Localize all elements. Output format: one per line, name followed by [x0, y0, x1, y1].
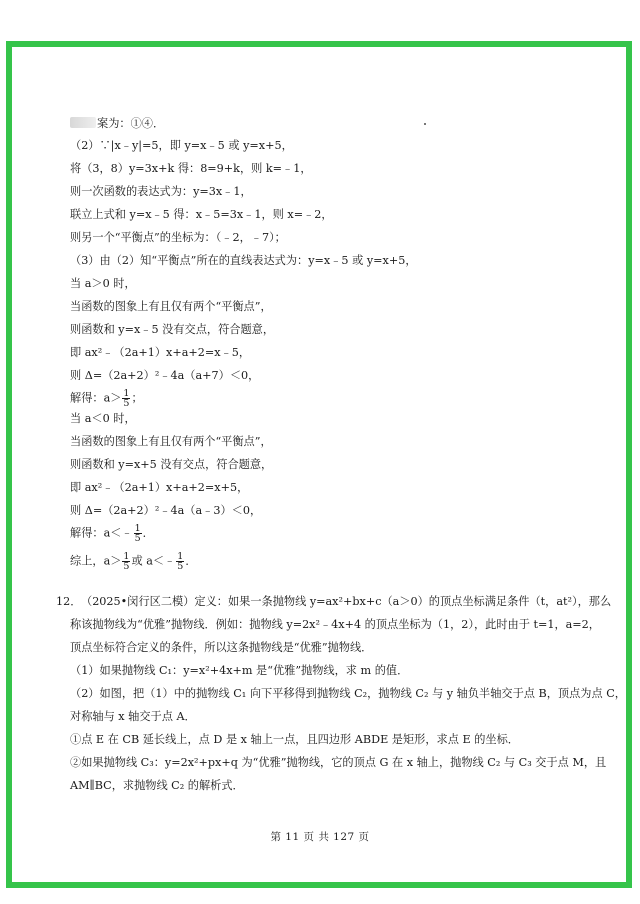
- answer-line: 案为：①④．: [70, 117, 164, 131]
- blurred-text: [70, 117, 96, 128]
- question-text: （2025•闵行区二模）定义：如果一条抛物线 y=ax²+bx+c（a＞0）的顶点坐标满足条件（t，at²），那么: [81, 595, 612, 608]
- text-line: （3）由（2）知“平衡点”所在的直线表达式为：y=x﹣5 或 y=x+5，: [70, 254, 417, 267]
- text-line: 当函数的图象上有且仅有两个“平衡点”，: [70, 300, 272, 313]
- text-line: 则一次函数的表达式为：y=3x﹣1，: [70, 185, 252, 198]
- question-number: 12．: [56, 595, 82, 608]
- text-line: 当 a＞0 时，: [70, 277, 136, 290]
- text-line: （2）∵|x﹣y|=5，即 y=x﹣5 或 y=x+5，: [70, 139, 293, 152]
- fraction: $\frac{1}{5}$: [177, 551, 184, 572]
- text-line: 将（3，8）y=3x+k 得：8=9+k，则 k=﹣1，: [70, 162, 312, 175]
- solution-line: 解得：a＜﹣ $\frac{1}{5}$ ．: [70, 523, 154, 544]
- text-line: 则函数和 y=x﹣5 没有交点，符合题意，: [70, 323, 275, 336]
- text-line: 联立上式和 y=x﹣5 得：x﹣5=3x﹣1，则 x=﹣2，: [70, 208, 333, 221]
- question-text: 对称轴与 x 轴交于点 A．: [70, 710, 196, 723]
- question-text: ②如果抛物线 C₃：y=2x²+px+q 为“优雅”抛物线，它的顶点 G 在 x 轴上，抛物线 C₂ 与 C₃ 交于点 M，且: [70, 756, 607, 769]
- fraction: $\frac{1}{5}$: [123, 388, 130, 409]
- question-text: 顶点坐标符合定义的条件，所以这条抛物线是“优雅”抛物线．: [70, 641, 373, 654]
- question-text: （2）如图，把（1）中的抛物线 C₁ 向下平移得到抛物线 C₂，抛物线 C₂ 与 y 轴负半轴交于点 B，顶点为点 C，: [70, 687, 626, 700]
- solution-line: 解得：a＞ $\frac{1}{5}$ ；: [70, 388, 143, 409]
- question-text: （1）如果抛物线 C₁：y=x²+4x+m 是“优雅”抛物线，求 m 的值．: [70, 664, 409, 677]
- question-text: ①点 E 在 CB 延长线上，点 D 是 x 轴上一点，且四边形 ABDE 是矩形，求点 E 的坐标．: [70, 733, 519, 746]
- text-line: 则 Δ=（2a+2）²﹣4a（a+7）＜0，: [70, 369, 260, 382]
- text-line: 则另一个“平衡点”的坐标为：（﹣2，﹣7）；: [70, 231, 286, 244]
- text-line: 则 Δ=（2a+2）²﹣4a（a﹣3）＜0，: [70, 504, 262, 517]
- speck: [424, 123, 426, 125]
- question-text: 称该抛物线为“优雅”抛物线．例如：抛物线 y=2x²﹣4x+4 的顶点坐标为（1，2），此时由于 t=1，a=2，: [70, 618, 600, 631]
- question-text: AM∥BC，求抛物线 C₂ 的解析式．: [70, 779, 244, 792]
- text-line: 当函数的图象上有且仅有两个“平衡点”，: [70, 435, 272, 448]
- page-footer: 第 11 页 共 127 页: [270, 831, 370, 843]
- conclusion-line: 综上，a＞ $\frac{1}{5}$ 或 a＜﹣ $\frac{1}{5}$ ．: [70, 551, 197, 572]
- text-line: 当 a＜0 时，: [70, 412, 136, 425]
- fraction: $\frac{1}{5}$: [123, 551, 130, 572]
- text-line: 则函数和 y=x+5 没有交点，符合题意，: [70, 458, 273, 471]
- text-line: 即 ax²﹣（2a+1）x+a+2=x﹣5，: [70, 346, 251, 359]
- fraction: $\frac{1}{5}$: [134, 523, 141, 544]
- text-line: 即 ax²﹣（2a+1）x+a+2=x+5，: [70, 481, 249, 494]
